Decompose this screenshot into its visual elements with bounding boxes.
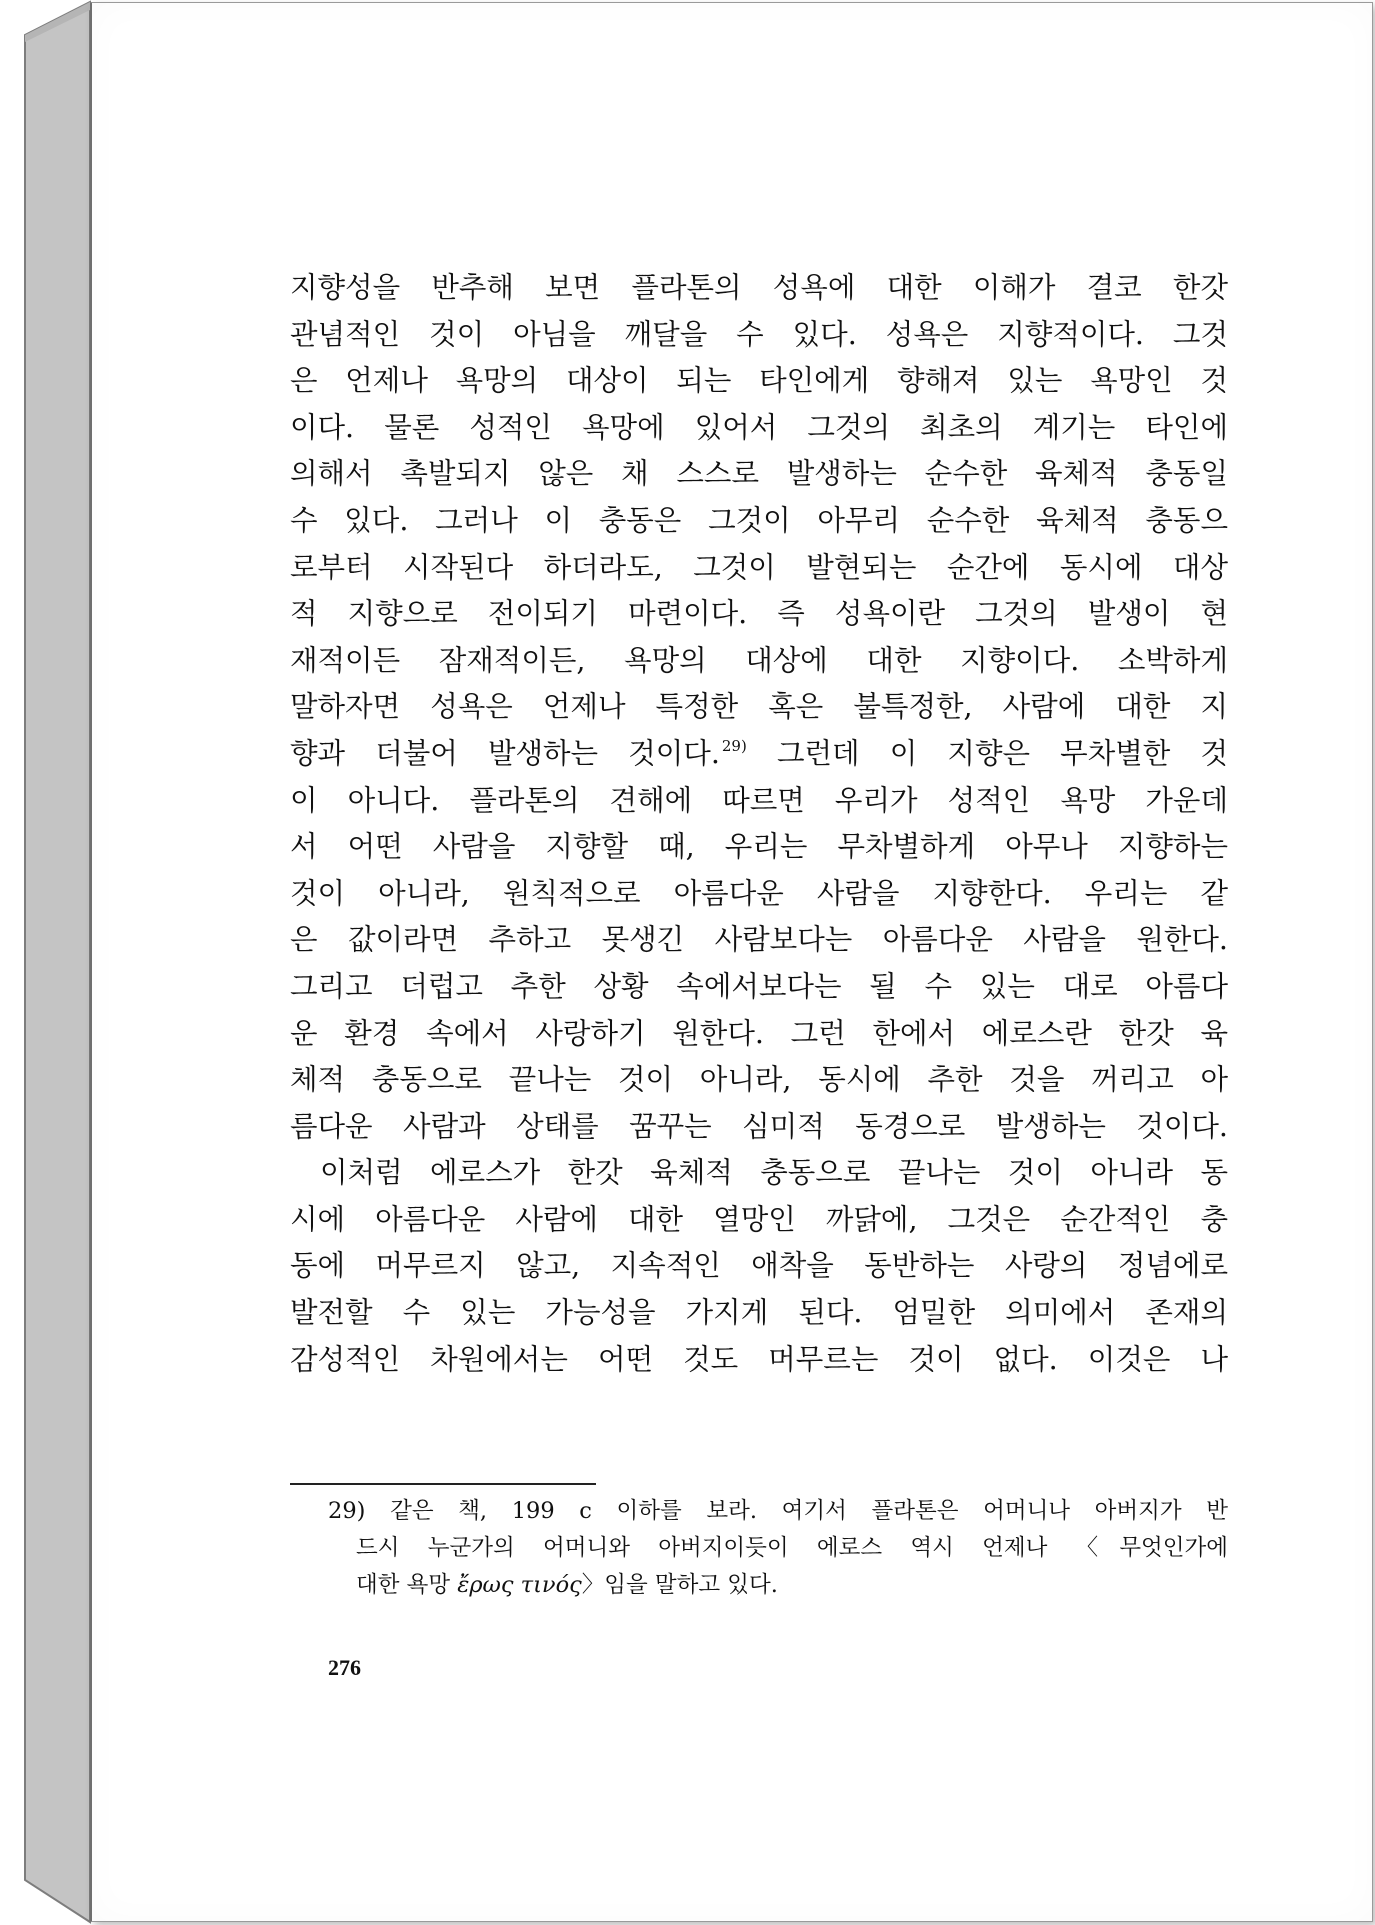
footnote-divider: [290, 1483, 596, 1485]
text-line: 감성적인 차원에서는 어떤 것도 머무르는 것이 없다. 이것은 나: [290, 1342, 1228, 1376]
text-line: 체적 충동으로 끝나는 것이 아니라, 동시에 추한 것을 꺼리고 아: [290, 1063, 1228, 1097]
text-line: 서 어떤 사람을 지향할 때, 우리는 무차별하게 아무나 지향하는: [290, 830, 1228, 864]
text-line: 이처럼 에로스가 한갓 육체적 충동으로 끝나는 것이 아니라 동: [320, 1156, 1228, 1190]
text-line: 로부터 시작된다 하더라도, 그것이 발현되는 순간에 동시에 대상: [290, 550, 1228, 584]
footnote-line: 드시 누군가의 어머니와 아버지이듯이 에로스 역시 언제나 〈무엇인가에: [356, 1535, 1228, 1561]
text-line: 말하자면 성욕은 언제나 특정한 혹은 불특정한, 사람에 대한 지: [290, 690, 1228, 724]
footnote-line: [328, 1567, 1228, 1604]
text-line: 이다. 물론 성적인 욕망에 있어서 그것의 최초의 계기는 타인에: [290, 410, 1228, 444]
text-line: 동에 머무르지 않고, 지속적인 애착을 동반하는 사랑의 정념에로: [290, 1249, 1228, 1283]
text-line: 관념적인 것이 아님을 깨달을 수 있다. 성욕은 지향적이다. 그것: [290, 317, 1228, 351]
text-line: 은 값이라면 추하고 못생긴 사람보다는 아름다운 사람을 원한다.: [290, 923, 1228, 957]
text-segment: 향과 더불어 발생하는 것이다.: [290, 736, 720, 770]
body-text: [290, 265, 1228, 1383]
text-line: 름다운 사람과 상태를 꿈꾸는 심미적 동경으로 발생하는 것이다.: [290, 1109, 1228, 1143]
footnote-text: 대한 욕망: [356, 1572, 451, 1598]
text-line: 발전할 수 있는 가능성을 가지게 된다. 엄밀한 의미에서 존재의: [290, 1296, 1228, 1330]
text-segment: 그런데 이 지향은 무차별한 것: [777, 736, 1228, 770]
footnote-text: 같은 책, 199 c 이하를 보라. 여기서 플라톤은 어머니나 아버지가 반: [390, 1498, 1229, 1524]
text-line: 것이 아니라, 원칙적으로 아름다운 사람을 지향한다. 우리는 같: [290, 876, 1228, 910]
book-page: [90, 2, 1373, 1922]
text-line: 지향성을 반추해 보면 플라톤의 성욕에 대한 이해가 결코 한갓: [290, 271, 1228, 304]
text-line: 재적이든 잠재적이든, 욕망의 대상에 대한 지향이다. 소박하게: [290, 643, 1228, 677]
text-line-with-footnote-ref: [290, 731, 1228, 778]
footnote: [328, 1493, 1228, 1604]
footnote-reference[interactable]: 29): [721, 736, 747, 755]
text-line: 수 있다. 그러나 이 충동은 그것이 아무리 순수한 육체적 충동으: [290, 503, 1228, 537]
footnote-line: [328, 1493, 1228, 1530]
text-line: 은 언제나 욕망의 대상이 되는 타인에게 향해져 있는 욕망인 것: [290, 364, 1228, 398]
text-line: 운 환경 속에서 사랑하기 원한다. 그런 한에서 에로스란 한갓 육: [290, 1016, 1228, 1050]
book-spine: [0, 0, 100, 1925]
text-line: 적 지향으로 전이되기 마련이다. 즉 성욕이란 그것의 발생이 현: [290, 597, 1228, 631]
text-line: 의해서 촉발되지 않은 채 스스로 발생하는 순수한 육체적 충동일: [290, 457, 1228, 491]
text-line: 이 아니다. 플라톤의 견해에 따르면 우리가 성적인 욕망 가운데: [290, 783, 1228, 817]
text-line: 시에 아름다운 사람에 대한 열망인 까닭에, 그것은 순간적인 충: [290, 1202, 1228, 1236]
footnote-number: 29): [328, 1498, 366, 1524]
greek-term: ἔρως τινός: [457, 1572, 582, 1598]
page-number: 276: [328, 1655, 361, 1680]
footnote-text: 〉임을 말하고 있다.: [581, 1572, 778, 1598]
text-line: 그리고 더럽고 추한 상황 속에서보다는 될 수 있는 대로 아름다: [290, 969, 1228, 1003]
